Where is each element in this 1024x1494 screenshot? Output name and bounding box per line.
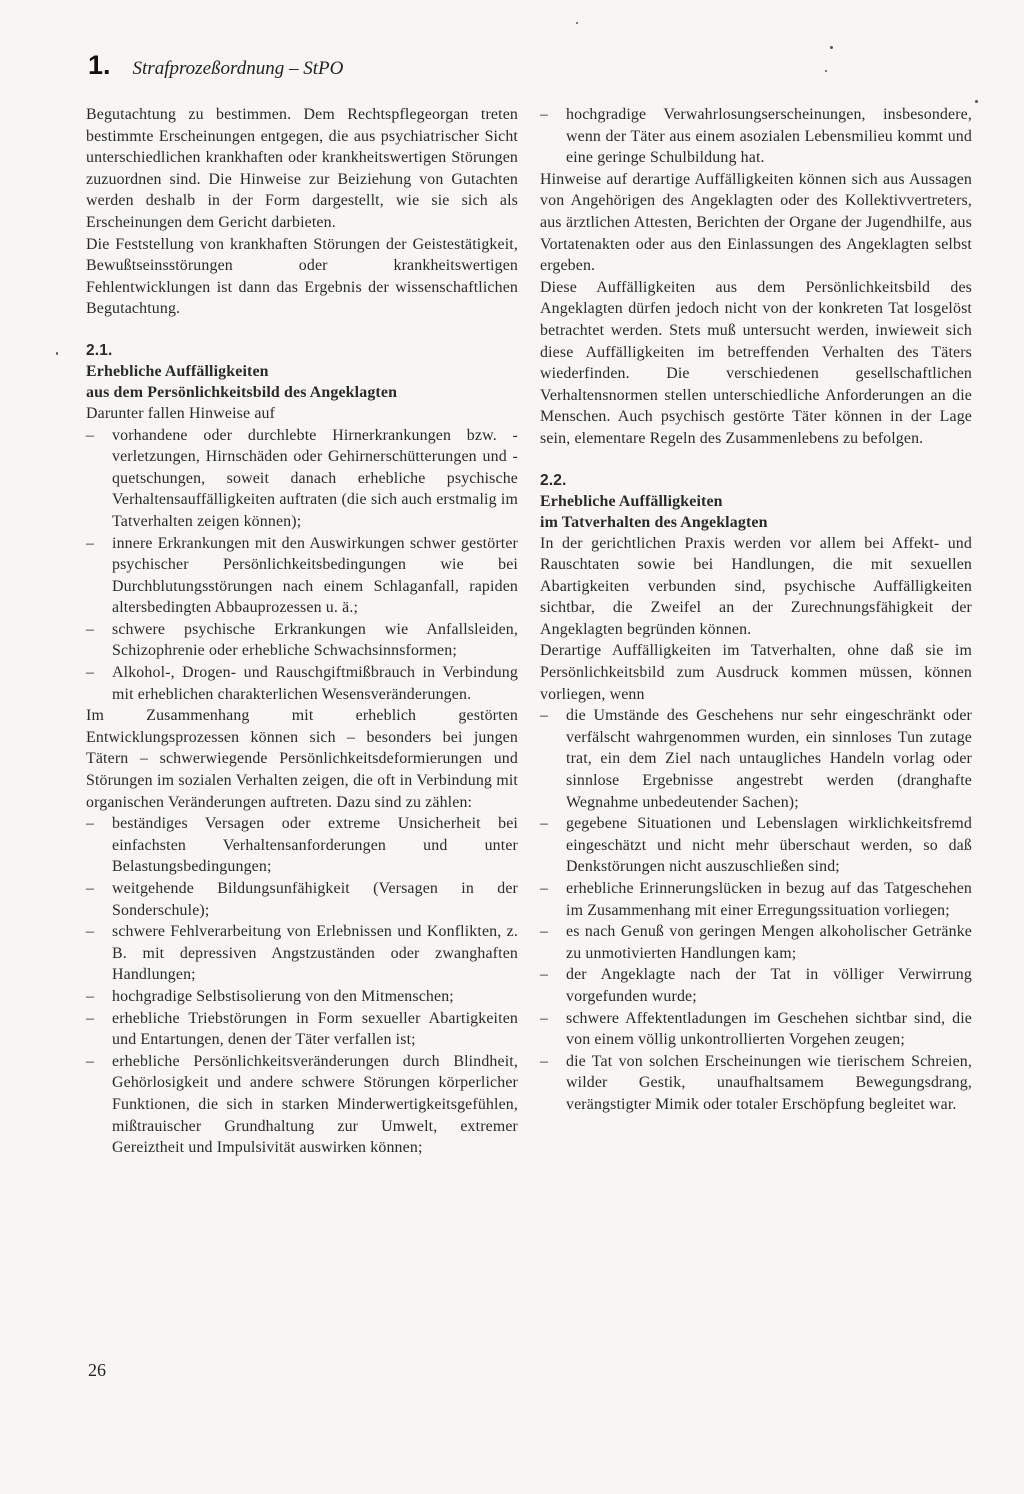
scan-speck [576, 22, 578, 24]
scan-speck [56, 352, 58, 355]
body-paragraph: In der gerichtlichen Praxis werden vor allem bei Affekt- und Rauschtaten sowie bei Handlungen, die mit sexuellen Abartigkeiten verbunden sind, psychische Auffälligkeiten sichtbar, die Zweifel an der Zurechnungsfähigkeit der Angeklagten begründen können. [540, 534, 972, 638]
section-title: Erhebliche Auffälligkeiten [86, 362, 269, 380]
list-item: – weitgehende Bildungsunfähigkeit (Versagen in der Sonderschule); [86, 878, 518, 921]
section-title: aus dem Persönlichkeitsbild des Angeklagten [86, 383, 398, 401]
dash-list [540, 705, 972, 1115]
dash-list [86, 425, 518, 706]
body-paragraph: Diese Auffälligkeiten aus dem Persönlichkeitsbild des Angeklagten dürfen jedoch nicht von der konkreten Tat losgelöst betrachtet werden. Stets muß untersucht werden, inwieweit sich diese Auffälligkeiten im betreffenden Verhalten des Täters wiederfinden. Die verschiedenen gesellschaftlichen Verhaltensnormen stellen unterschiedliche Anforderungen an die Menschen. Auch psychisch gestörte Täter können in der Lage sein, elementare Regeln des Zusammenlebens zu befolgen. [540, 278, 972, 447]
page-number: 26 [88, 1360, 106, 1380]
list-item: – erhebliche Erinnerungslücken in bezug auf das Tatgeschehen im Zusammenhang mit einer Erregungssituation vorliegen; [540, 878, 972, 921]
list-item: – vorhandene oder durchlebte Hirnerkrankungen bzw. -verletzungen, Hirnschäden oder Gehirnerschütterungen und -quetschungen, soweit danach erhebliche psychische Verhaltensauffälligkeiten auftraten (die sich auch erstmalig im Tatverhalten zeigen können); [86, 425, 518, 533]
list-item: – hochgradige Selbstisolierung von den Mitmenschen; [86, 986, 518, 1008]
dash-list [86, 813, 518, 1159]
list-item: – der Angeklagte nach der Tat in völliger Verwirrung vorgefunden wurde; [540, 964, 972, 1007]
lead-in: Darunter fallen Hinweise auf [86, 404, 276, 422]
section-number: 2.2. [540, 471, 567, 489]
list-item: – erhebliche Persönlichkeitsveränderungen durch Blindheit, Gehörlosigkeit und andere schwere Störungen körperlicher Funktionen, die sich in starken Minderwertigkeitsgefühlen, mißtrauischer Grundhaltung zur Umwelt, extremer Gereiztheit und Impulsivität auswirken können; [86, 1051, 518, 1159]
running-title: Strafprozeßordnung – StPO [132, 58, 344, 79]
list-item: – erhebliche Triebstörungen in Form sexueller Abartigkeiten und Entartungen, denen der Täter verfallen ist; [86, 1008, 518, 1051]
section-title: Erhebliche Auffälligkeiten [540, 492, 723, 510]
body-paragraph: Im Zusammenhang mit erheblich gestörten Entwicklungsprozessen können sich – besonders bei jungen Tätern – schwerwiegende Persönlichkeitsdeformierungen und Störungen im sozialen Verhalten zeigen, die oft in Verbindung mit organischen Veränderungen auftreten. Dazu sind zu zählen: [86, 707, 518, 811]
left-column [86, 104, 518, 1159]
scan-speck [825, 70, 827, 72]
intro-paragraph: Begutachtung zu bestimmen. Dem Rechtspflegeorgan treten bestimmte Erscheinungen entgegen, die aus psychiatrischer Sicht unterschiedlichen krankhaften oder krankheitswertigen Störungen zuzuordnen sind. Die Hinweise zur Beiziehung von Gutachten werden deshalb in der Form dargestellt, wie sie sich als Erscheinungen dem Gericht darbieten. [86, 106, 518, 231]
list-item: – schwere Fehlverarbeitung von Erlebnissen und Konflikten, z. B. mit depressiven Angstzuständen oder zwanghaften Handlungen; [86, 921, 518, 986]
scan-speck [830, 46, 833, 49]
intro-paragraph: Die Feststellung von krankhaften Störungen der Geistestätigkeit, Bewußtseinsstörungen oder krankheitswertigen Fehlentwicklungen ist dann das Ergebnis der wissenschaftlichen Begutachtung. [86, 235, 518, 318]
list-item: – Alkohol-, Drogen- und Rauschgiftmißbrauch in Verbindung mit erheblichen charakterlichen Wesensveränderungen. [86, 662, 518, 705]
list-item: – die Umstände des Geschehens nur sehr eingeschränkt oder verfälscht wahrgenommen wurden, ein sinnloses Tun zutage trat, ein dem Ziel nach untaugliches Handeln vorlag oder sinnlose Ergebnisse angestrebt werden (dranghafte Wegnahme unbedeutender Sachen); [540, 705, 972, 813]
list-item: – hochgradige Verwahrlosungserscheinungen, insbesondere, wenn der Täter aus einem asozialen Lebensmilieu kommt und eine geringe Schulbildung hat. [540, 104, 972, 169]
chapter-number: 1. [88, 50, 111, 80]
body-paragraph: Derartige Auffälligkeiten im Tatverhalten, ohne daß sie im Persönlichkeitsbild zum Ausdruck kommen müssen, können vorliegen, wenn [540, 642, 972, 703]
list-item: – schwere psychische Erkrankungen wie Anfallsleiden, Schizophrenie oder erhebliche Schwachsinnsformen; [86, 619, 518, 662]
section-number: 2.1. [86, 341, 113, 359]
section-2-2-heading [540, 470, 972, 533]
list-item: – gegebene Situationen und Lebenslagen wirklichkeitsfremd eingeschätzt und nicht mehr überschaut werden, so daß Denkstörungen nicht auszuschließen sind; [540, 813, 972, 878]
dash-list [540, 104, 972, 169]
list-item: – es nach Genuß von geringen Mengen alkoholischer Getränke zu unmotivierten Handlungen kam; [540, 921, 972, 964]
list-item: – innere Erkrankungen mit den Auswirkungen schwer gestörter psychischer Persönlichkeitsbedingungen wie bei Durchblutungsstörungen nach einem Schlaganfall, rapiden altersbedingten Abbauprozessen u. ä.; [86, 533, 518, 619]
list-item: – schwere Affektentladungen im Geschehen sichtbar sind, die von einem völlig unkontrollierten Vorgehen zeugen; [540, 1008, 972, 1051]
body-paragraph: Hinweise auf derartige Auffälligkeiten können sich aus Aussagen von Angehörigen des Angeklagten oder des Kollektivvertreters, aus ärztlichen Attesten, Berichten der Organe der Jugendhilfe, aus Vortatenakten oder aus den Einlassungen des Angeklagten selbst ergeben. [540, 170, 972, 275]
scan-speck [975, 100, 978, 103]
page-header [88, 50, 343, 81]
right-column [540, 104, 972, 1116]
section-2-1-heading [86, 340, 518, 403]
section-title: im Tatverhalten des Angeklagten [540, 513, 768, 531]
list-item: – beständiges Versagen oder extreme Unsicherheit bei einfachsten Verhaltensanforderungen und unter Belastungsbedingungen; [86, 813, 518, 878]
list-item: – die Tat von solchen Erscheinungen wie tierischem Schreien, wilder Gestik, unaufhaltsamem Bewegungsdrang, verängstigter Mimik oder totaler Erschöpfung begleitet war. [540, 1051, 972, 1116]
